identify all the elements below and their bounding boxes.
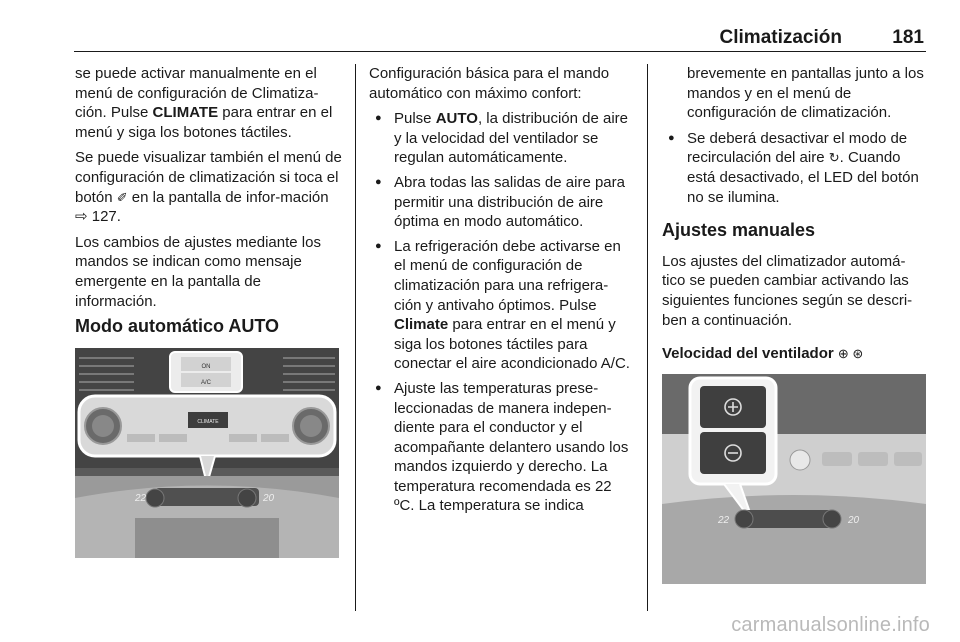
on-button-label: ON [201, 363, 211, 370]
temp-right-label: 20 [263, 492, 275, 504]
paragraph: Los ajustes del climatizador automá-tico se pueden cambiar activando las siguientes funciones según se descri-ben a continuación. [662, 252, 913, 329]
page-number: 181 [892, 27, 924, 48]
paragraph: Configuración básica para el mando automático con máximo confort: [369, 65, 610, 102]
paragraph: Se puede visualizar también el menú de configuración de climatización si toca el botón ✐ en la pantalla de infor-mación ⇨ 127. [75, 149, 342, 226]
bullet-list [662, 129, 926, 207]
section-heading-auto-mode: Modo automático AUTO [75, 316, 279, 337]
temp-left-label: 22 [135, 492, 147, 504]
list-item: ● Se deberá desactivar el modo de recirculación del aire ↻. Cuando está desactivado, el LED del botón no se ilumina. [662, 129, 926, 207]
climate-keyword: CLIMATE [152, 104, 219, 122]
watermark: carmanualsonline.info [731, 614, 930, 636]
fan-speed-control-figure [662, 374, 926, 584]
climate-button-label: CLIMATE [197, 418, 219, 425]
auto-keyword: AUTO [435, 110, 478, 128]
climate-control-panel-figure [75, 348, 339, 558]
bullet-list [369, 109, 635, 516]
settings-button-icon: ✐ [116, 189, 128, 205]
temp-left-label: 22 [718, 514, 730, 526]
list-item: ● La refrigeración debe activarse en el menú de configuración de climatización para una refrigera-ción y antivaho óptimos. Pulse Climate para entrar en el menú y siga los botones táctiles para conectar el aire acondicionado A/C. [369, 237, 635, 374]
ac-button-label: A/C [200, 379, 212, 386]
column-2 [369, 64, 635, 521]
column-3 [662, 64, 926, 584]
paragraph: brevemente en pantallas junto a los mandos y en el menú de configuración de climatización. [687, 65, 924, 122]
column-divider [647, 64, 648, 611]
climate-keyword: Climate [394, 316, 449, 334]
paragraph: Los cambios de ajustes mediante los mandos se indican como mensaje emergente en la pantalla de información. [75, 233, 321, 310]
page-title: Climatización [719, 27, 842, 48]
column-divider [355, 64, 356, 611]
column-1 [75, 64, 345, 558]
list-item: ● Pulse AUTO, la distribución de aire y la velocidad del ventilador se regulan automáticamente. [369, 109, 635, 168]
page-reference[interactable]: ⇨ 127. [75, 208, 121, 226]
recirculation-icon: ↻ [828, 150, 840, 166]
section-heading-manual-settings: Ajustes manuales [662, 220, 816, 241]
subheading-fan-speed: Velocidad del ventilador ⊕ ⊛ [662, 345, 864, 363]
fan-speed-icons: ⊕ ⊛ [837, 346, 864, 362]
paragraph: se puede activar manualmente en el menú de configuración de Climatiza-ción. Pulse CLIMATE para entrar en el menú y siga los botones táctiles. [75, 65, 333, 141]
page-header [74, 27, 926, 52]
temp-right-label: 20 [848, 514, 860, 526]
list-item: ● Ajuste las temperaturas prese-leccionadas de manera indepen-diente para el conductor y el acompañante delantero usando los mandos izquierdo y derecho. La temperatura recomendada es 22 ºC. La temperatura se indica [369, 379, 635, 516]
list-item: ● Abra todas las salidas de aire para permitir una distribución de aire óptima en modo automático. [369, 173, 635, 232]
